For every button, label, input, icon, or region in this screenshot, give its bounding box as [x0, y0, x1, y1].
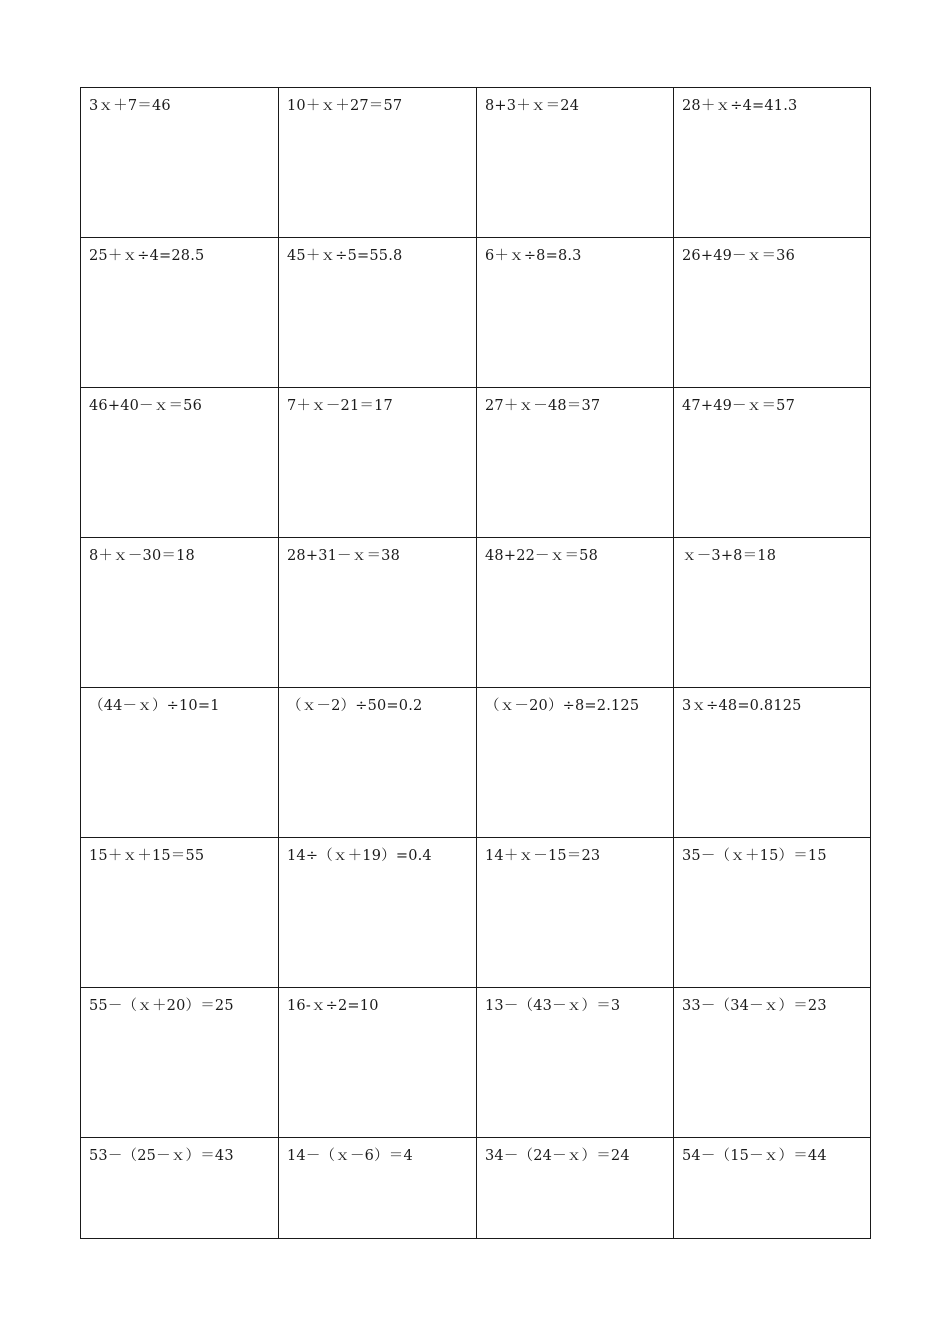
equation-text: 27＋ｘ－48＝37	[485, 398, 601, 414]
equation-cell	[674, 1138, 870, 1238]
equation-cell	[477, 88, 674, 238]
equation-cell	[279, 238, 477, 388]
equation-text: 34－（24－ｘ）＝24	[485, 1148, 630, 1164]
equation-cell	[674, 688, 870, 838]
equation-text: 54－（15－ｘ）＝44	[682, 1148, 827, 1164]
equation-text: 14＋ｘ－15＝23	[485, 848, 601, 864]
equation-text: 47+49－ｘ＝57	[682, 398, 796, 414]
equation-cell	[279, 388, 477, 538]
equation-cell	[279, 88, 477, 238]
equation-cell	[279, 988, 477, 1138]
equation-text: ｘ－3+8＝18	[682, 548, 777, 564]
equation-cell	[279, 838, 477, 988]
equation-cell	[477, 1138, 674, 1238]
equation-text: 10＋ｘ＋27＝57	[287, 98, 403, 114]
equation-cell	[81, 988, 279, 1138]
equation-cell	[477, 388, 674, 538]
equation-text: （44－ｘ）÷10=1	[89, 698, 220, 714]
equation-text: 6＋ｘ÷8=8.3	[485, 248, 582, 264]
equation-text: 48+22－ｘ＝58	[485, 548, 599, 564]
equation-cell	[477, 988, 674, 1138]
equation-cell	[674, 88, 870, 238]
equation-cell	[81, 388, 279, 538]
equation-text: 14－（ｘ－6）＝4	[287, 1148, 413, 1164]
equation-text: 8+3＋ｘ＝24	[485, 98, 580, 114]
equation-text: 7＋ｘ－21＝17	[287, 398, 393, 414]
equation-text: 45＋ｘ÷5=55.8	[287, 248, 403, 264]
equation-cell	[477, 238, 674, 388]
equation-cell	[674, 238, 870, 388]
equation-text: 46+40－ｘ＝56	[89, 398, 203, 414]
equation-text: （ｘ－2）÷50=0.2	[287, 698, 423, 714]
equation-text: 26+49－ｘ＝36	[682, 248, 796, 264]
equation-text: 33－（34－ｘ）＝23	[682, 998, 827, 1014]
equation-text: 28＋ｘ÷4=41.3	[682, 98, 798, 114]
equation-text: 53－（25－ｘ）＝43	[89, 1148, 234, 1164]
equation-cell	[81, 88, 279, 238]
equation-cell	[81, 1138, 279, 1238]
equation-cell	[81, 688, 279, 838]
equation-cell	[674, 538, 870, 688]
equation-text: 8＋ｘ－30＝18	[89, 548, 195, 564]
equation-cell	[674, 388, 870, 538]
equation-worksheet-table	[80, 87, 871, 1239]
equation-cell	[674, 838, 870, 988]
equation-text: 14÷（ｘ＋19）=0.4	[287, 848, 432, 864]
equation-text: （ｘ－20）÷8=2.125	[485, 698, 640, 714]
equation-cell	[674, 988, 870, 1138]
equation-cell	[477, 688, 674, 838]
equation-text: 55－（ｘ＋20）＝25	[89, 998, 234, 1014]
equation-cell	[81, 538, 279, 688]
equation-cell	[81, 238, 279, 388]
equation-text: 28+31－ｘ＝38	[287, 548, 401, 564]
equation-text: 13－（43－ｘ）＝3	[485, 998, 621, 1014]
equation-text: 16-ｘ÷2=10	[287, 998, 379, 1014]
equation-cell	[477, 838, 674, 988]
equation-text: 3ｘ＋7＝46	[89, 98, 171, 114]
equation-text: 3ｘ÷48=0.8125	[682, 698, 802, 714]
equation-text: 25＋ｘ÷4=28.5	[89, 248, 205, 264]
equation-text: 35－（ｘ＋15）＝15	[682, 848, 827, 864]
equation-cell	[279, 538, 477, 688]
equation-cell	[81, 838, 279, 988]
equation-text: 15＋ｘ＋15＝55	[89, 848, 205, 864]
equation-cell	[279, 1138, 477, 1238]
equation-cell	[279, 688, 477, 838]
equation-cell	[477, 538, 674, 688]
